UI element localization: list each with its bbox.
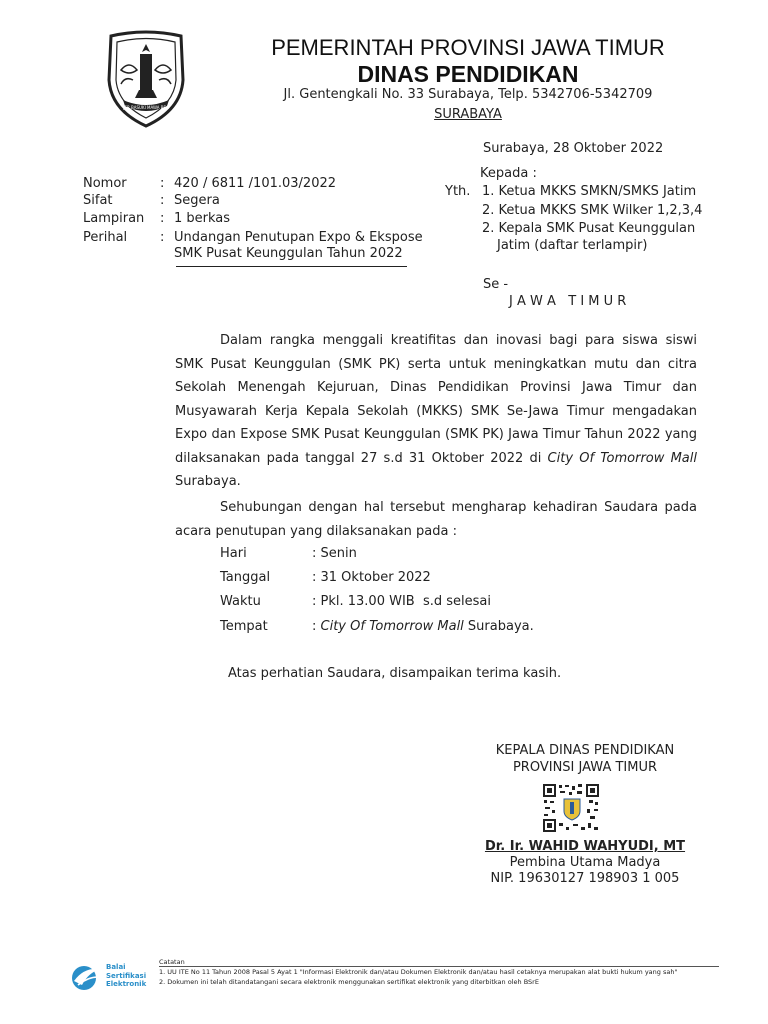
kepada-label: Kepada : — [480, 166, 537, 181]
schedule-label-waktu: Waktu — [220, 594, 261, 609]
recipient-item: Jatim (daftar terlampir) — [497, 238, 648, 253]
recipient-item: 2. Ketua MKKS SMK Wilker 1,2,3,4 — [482, 203, 703, 218]
schedule-label-tanggal: Tanggal — [220, 570, 271, 585]
meta-label-nomor: Nomor — [83, 176, 127, 191]
bsre-text-line: Sertifikasi — [106, 971, 147, 980]
se-label: Se - — [483, 277, 509, 292]
bsre-text-line: Balai — [106, 963, 126, 971]
meta-label-lampiran: Lampiran — [83, 211, 145, 226]
meta-label-sifat: Sifat — [83, 193, 113, 208]
schedule-value-hari: : Senin — [312, 546, 357, 561]
bsre-logo-text — [106, 963, 146, 989]
office-city-text: SURABAYA — [434, 107, 502, 122]
schedule-colon: : — [312, 619, 321, 634]
meta-value-lampiran: 1 berkas — [174, 211, 231, 226]
schedule-value-tempat — [312, 619, 534, 635]
department-name: DINAS PENDIDIKAN — [357, 61, 579, 87]
schedule-value-tanggal: : 31 Oktober 2022 — [312, 570, 431, 585]
region-label: J A W A T I M U R — [509, 294, 627, 309]
yth-label: Yth. — [445, 184, 471, 199]
schedule-venue: City Of Tomorrow Mall — [320, 619, 464, 634]
bsre-text-line: Elektronik — [106, 980, 147, 988]
schedule-value-waktu: : Pkl. 13.00 WIB s.d selesai — [312, 594, 491, 609]
body-paragraph-2 — [175, 496, 697, 543]
office-address: Jl. Gentengkali No. 33 Surabaya, Telp. 5342706-5342709 — [283, 87, 653, 102]
recipient-item: 1. Ketua MKKS SMKN/SMKS Jatim — [482, 184, 697, 199]
bsre-emblem-icon — [66, 963, 104, 991]
paragraph-1-text: Dalam rangka menggali kreatifitas dan inovasi bagi para siswa siswi SMK Pusat Keunggulan (SMK PK) serta untuk meningkatkan mutu dan citra Sekolah Menengah Kejuruan, Dinas Pendidikan Provinsi Jawa Timur dan Musyawarah Kerja Kepala Sekolah (MKKS) SMK Se-Jawa Timur mengadakan Expo dan Expose SMK Pusat Keunggulan (SMK PK) Jawa Timur Tahun 2022 yang dilaksanakan pada tanggal 27 s.d 31 Oktober 2022 di — [175, 333, 697, 466]
meta-value-perihal-line2: SMK Pusat Keunggulan Tahun 2022 — [174, 246, 403, 261]
signatory-title-1: KEPALA DINAS PENDIDIKAN — [495, 743, 675, 758]
footer-divider — [159, 966, 719, 967]
footer-note-2: 2. Dokumen ini telah ditandatangani secara elektronik menggunakan sertifikat elektronik yang diterbitkan oleh BSrE — [159, 978, 539, 986]
closing-sentence: Atas perhatian Saudara, disampaikan terima kasih. — [228, 666, 562, 681]
body-paragraph-1 — [175, 329, 697, 494]
meta-label-perihal: Perihal — [83, 230, 128, 245]
meta-colon: : — [160, 193, 165, 208]
signatory-name: Dr. Ir. WAHID WAHYUDI, MT — [484, 839, 686, 854]
bsre-logo — [66, 963, 158, 991]
meta-colon: : — [160, 211, 165, 226]
meta-value-nomor: 420 / 6811 /101.03/2022 — [174, 176, 337, 191]
east-java-emblem-logo — [103, 30, 189, 128]
letter-date: Surabaya, 28 Oktober 2022 — [483, 141, 664, 156]
government-name: PEMERINTAH PROVINSI JAWA TIMUR — [271, 35, 665, 60]
schedule-label-hari: Hari — [220, 546, 247, 561]
signatory-title-2: PROVINSI JAWA TIMUR — [512, 760, 658, 775]
subject-underline — [176, 266, 407, 267]
office-city — [228, 106, 708, 123]
signatory-rank: Pembina Utama Madya — [509, 855, 661, 870]
paragraph-2-text: Sehubungan dengan hal tersebut mengharap kehadiran Saudara pada acara penutupan yang dilaksanakan pada : — [175, 500, 697, 539]
footer-note-1: 1. UU ITE No 11 Tahun 2008 Pasal 5 Ayat 1 "Informasi Elektronik dan/atau Dokumen Elektronik dan/atau hasil cetaknya merupakan alat bukti hukum yang sah" — [159, 968, 678, 976]
schedule-venue-city: Surabaya. — [463, 619, 534, 634]
qr-code-signature — [542, 783, 600, 833]
meta-colon: : — [160, 176, 165, 191]
schedule-label-tempat: Tempat — [220, 619, 268, 634]
paragraph-1-end: Surabaya. — [175, 474, 241, 489]
venue-name: City Of Tomorrow Mall — [547, 450, 697, 466]
recipient-item: 2. Kepala SMK Pusat Keunggulan — [482, 221, 696, 236]
signatory-nip: NIP. 19630127 198903 1 005 — [490, 871, 680, 886]
emblem-motto: JER BASUKI MAWA BEA — [123, 105, 169, 110]
footer-notes-label: Catatan — [159, 958, 185, 966]
meta-colon: : — [160, 230, 165, 245]
meta-value-sifat: Segera — [174, 193, 220, 208]
meta-value-perihal: Undangan Penutupan Expo & Ekspose — [174, 230, 423, 245]
